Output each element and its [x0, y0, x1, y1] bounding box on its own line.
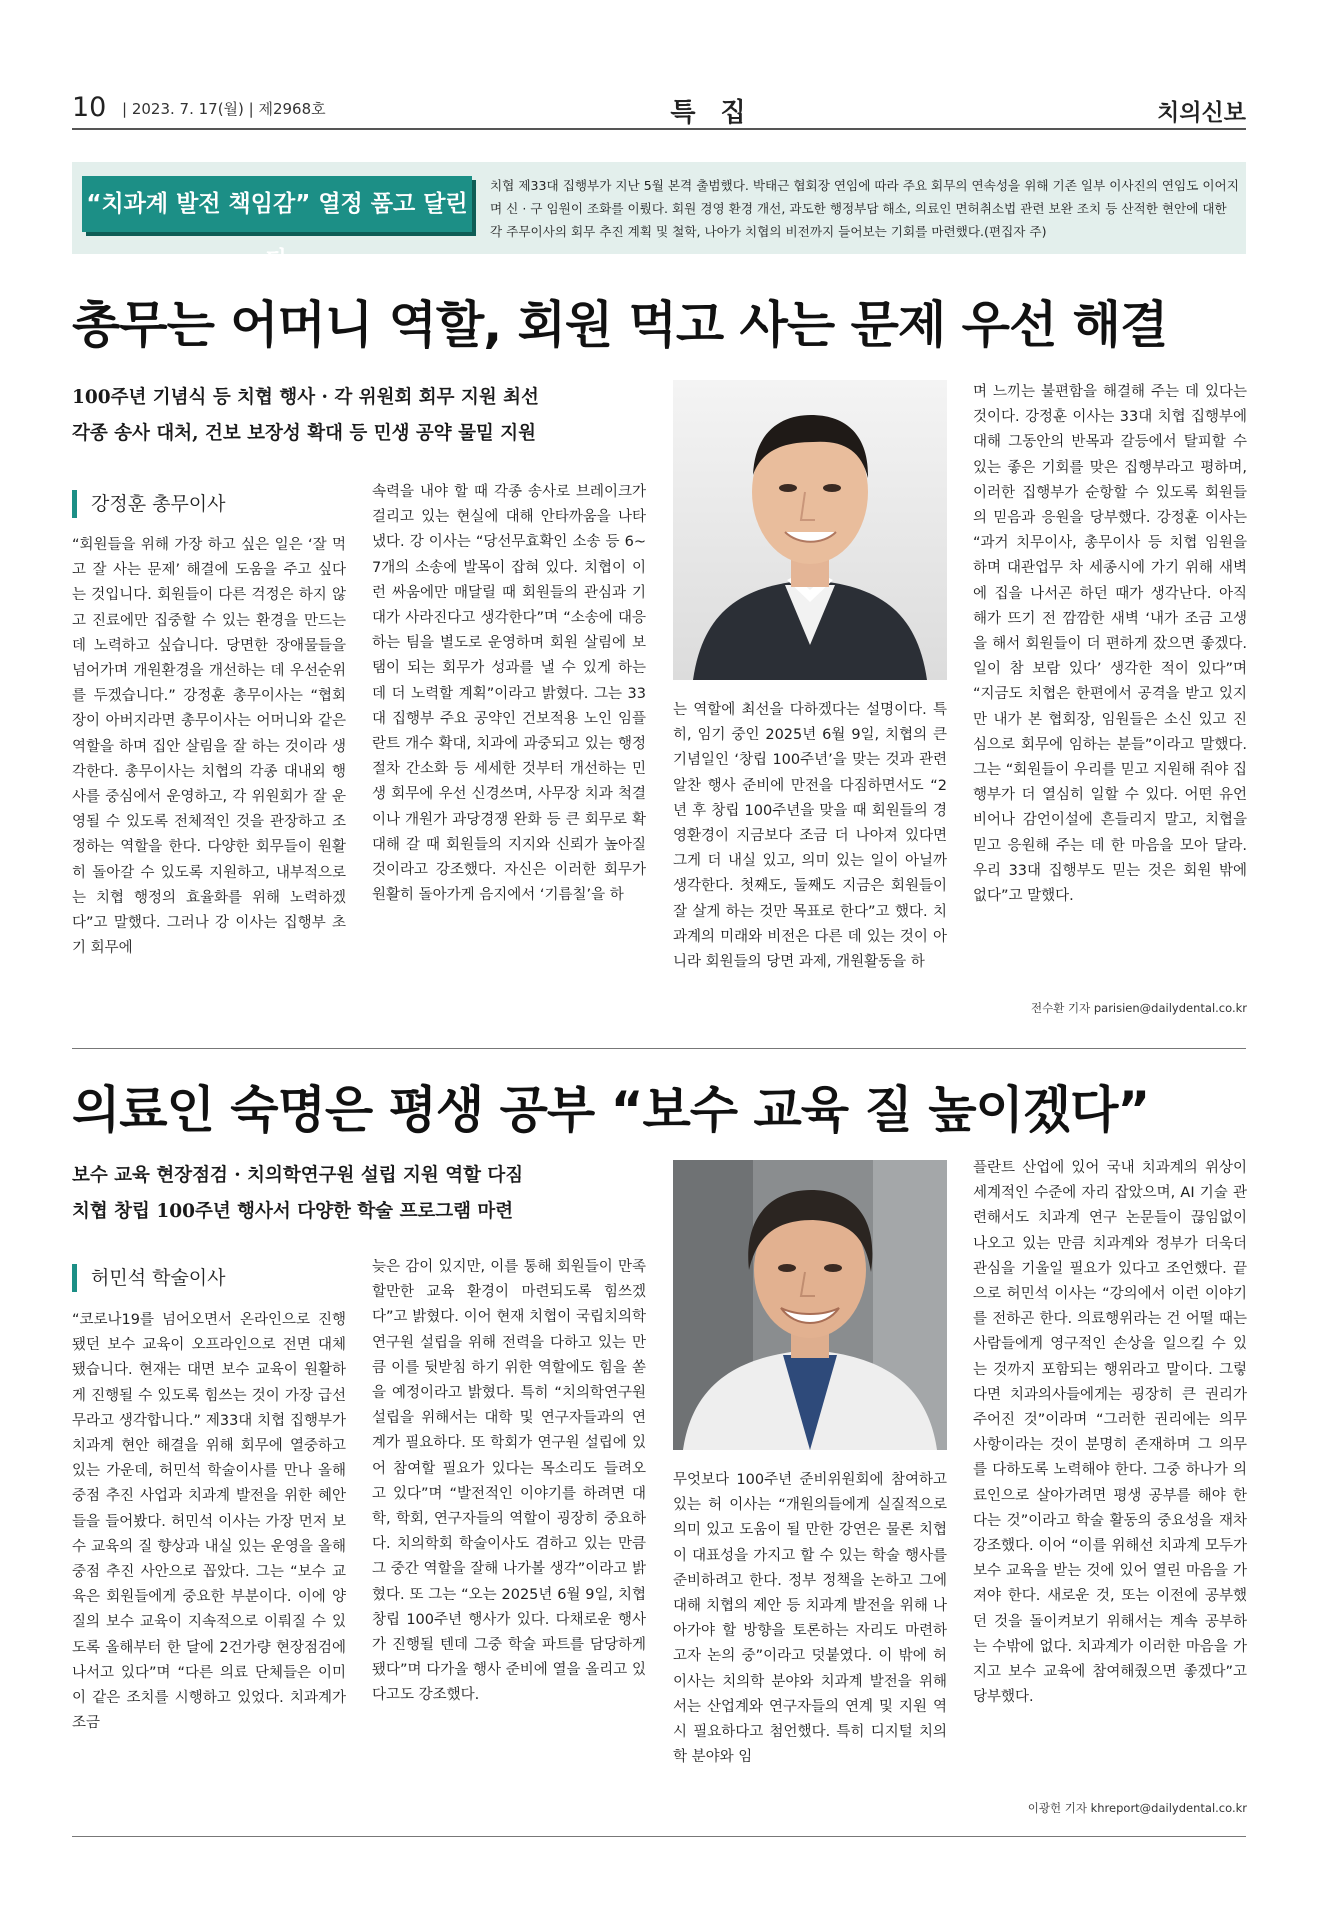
article2-column-2: 늦은 감이 있지만, 이를 통해 회원들이 만족할만한 교육 환경이 마련되도록 힘쓰겠다”고 밝혔다. 이어 현재 치협이 국립치의학연구원 설립을 위해 전력을 다하고 있는 만큼 이를 뒷받침 하기 위한 역할에도 힘을 쏟을 예정이라고 밝혔다. 특히 “치의학연구원 설립을 위해서는 대학 및 연구자들과의 연계가 필요하다. 또 학회가 연구원 설립에 있어 참여할 필요가 있다는 목소리도 들려오고 있다”며 “발전적인 이야기를 하려면 대학, 학회, 연구자들의 역할이 굉장히 중요하다. 치의학회 학술이사도 겸하고 있는 만큼 그 중간 역할을 잘해 나가볼 생각”이라고 밝혔다. 또 그는 “오는 2025년 6월 9일, 치협 창립 100주년 행사가 있다. 다채로운 행사가 진행될 텐데 그중 학술 파트를 담당하게 됐다”며 다가올 행사 준비에 열을 올리고 있다고도 강조했다. — [372, 1259, 646, 1704]
article1-subhead-1: 100주년 기념식 등 치협 행사 · 각 위원회 회무 지원 최선 — [72, 387, 539, 408]
article2-headline: 의료인 숙명은 평생 공부 “보수 교육 질 높이겠다” — [72, 1081, 1150, 1139]
article1-column-3: 는 역할에 최선을 다하겠다는 설명이다. 특히, 임기 중인 2025년 6월 9일, 치협의 큰 기념일인 ‘창립 100주년’을 맞는 것과 관련 알찬 행사 준비에 만전을 다짐하면서도 “2년 후 창립 100주년을 맞을 때 회원들의 경영환경이 지금보다 조금 더 나아져 있다면 그게 더 내실 있고, 의미 있는 일이 아닐까 생각한다. 첫째도, 둘째도 지금은 회원들이 잘 살게 하는 것만 목표로 한다”고 했다. 치과계의 미래와 비전은 다른 데 있는 것이 아니라 회원들의 당면 과제, 개원활동을 하 — [673, 702, 947, 971]
portrait-man-suit-icon — [673, 380, 947, 680]
issue-date: | 2023. 7. 17(월) | 제2968호 — [122, 100, 326, 118]
article1-portrait-photo — [673, 380, 947, 680]
article1-byname: 강정훈 총무이사 — [72, 490, 352, 518]
intro-text: 치협 제33대 집행부가 지난 5월 본격 출범했다. 박태근 협회장 연임에 따라 주요 회무의 연속성을 위해 기존 일부 이사진의 연임도 이어지며 신 · 구 임원이 조화를 이뤘다. 회원 경영 환경 개선, 과도한 행정부담 해소, 의료인 면허취소법 관련 보완 조치 등 산적한 현안에 대한 각 주무이사의 회무 추진 계획 및 철학, 나아가 치협의 비전까지 들어보는 기회를 마련했다.(편집자 주) — [490, 178, 1239, 239]
article1-column-2: 속력을 내야 할 때 각종 송사로 브레이크가 걸리고 있는 현실에 대해 안타까움을 나타냈다. 강 이사는 “당선무효확인 소송 등 6~7개의 소송에 발목이 잡혀 있다. 치협이 이런 싸움에만 매달릴 때 회원들의 관심과 기대가 사라진다고 생각한다”며 “소송에 대응하는 팀을 별도로 운영하며 회원 살림에 보탬이 되는 회무가 성과를 낼 수 있게 하는 데 더 노력할 계획”이라고 밝혔다. 그는 33대 집행부 주요 공약인 건보적용 노인 임플란트 개수 확대, 치과에 과중되고 있는 행정절차 간소화 등 세세한 것부터 개선하는 민생 회무에 우선 신경쓰며, 사무장 치과 척결이나 개원가 과당경쟁 완화 등 큰 회무로 확대해 갈 때 회원들의 지지와 신뢰가 높아질 것이라고 강조했다. 자신은 이러한 회무가 원활히 돌아가게 음지에서 ‘기름칠’을 하 — [372, 484, 646, 904]
portrait-man-labcoat-icon — [673, 1160, 947, 1450]
article2-credit: 이광헌 기자 khreport@dailydental.co.kr — [1027, 1801, 1247, 1815]
article-divider — [72, 1048, 1246, 1049]
page-header — [72, 92, 1246, 126]
section-title: 특 집 — [670, 98, 754, 128]
article2-portrait-photo — [673, 1160, 947, 1450]
article2-column-1: “코로나19를 넘어오면서 온라인으로 진행됐던 보수 교육이 오프라인으로 전면 대체됐습니다. 현재는 대면 보수 교육이 원활하게 진행될 수 있도록 힘쓰는 것이 가장 급선무라고 생각합니다.” 제33대 치협 집행부가 치과계 현안 해결을 위해 회무에 열중하고 있는 가운데, 허민석 학술이사를 만나 올해 중점 추진 사업과 치과계 발전을 위한 혜안들을 들어봤다. 허민석 이사는 가장 먼저 보수 교육의 질 향상과 내실 있는 운영을 올해 중점 추진 사안으로 꼽았다. 그는 “보수 교육은 회원들에게 중요한 부분이다. 이에 양질의 보수 교육이 지속적으로 이뤄질 수 있도록 올해부터 한 달에 2건가량 현장점검에 나서고 있다”며 “다른 의료 단체들은 이미 이 같은 조치를 시행하고 있었다. 치과계가 조금 — [72, 1312, 346, 1732]
article2-byname: 허민석 학술이사 — [72, 1264, 352, 1292]
page-bottom-rule — [72, 1836, 1246, 1837]
article1-subhead-2: 각종 송사 대처, 건보 보장성 확대 등 민생 공약 물밑 지원 — [72, 423, 537, 444]
header-rule — [72, 128, 1246, 130]
article2-column-3: 무엇보다 100주년 준비위원회에 참여하고 있는 허 이사는 “개원의들에게 실질적으로 의미 있고 도움이 될 만한 강연은 물론 치협이 대표성을 가지고 할 수 있는 학술 행사를 준비하려고 한다. 정부 정책을 논하고 그에 대해 치협의 제안 등 치과계 발전을 위해 나아가야 할 방향을 토론하는 자리도 마련하고자 논의 중”이라고 덧붙였다. 이 밖에 허 이사는 치의학 분야와 치과계 발전을 위해서는 산업계와 연구자들의 연계 및 지원 역시 필요하다고 첨언했다. 특히 디지털 치의학 분야와 임 — [673, 1472, 947, 1766]
intro-band — [72, 162, 1246, 273]
article1-headline: 총무는 어머니 역할, 회원 먹고 사는 문제 우선 해결 — [72, 296, 1168, 354]
publication-name: 치의신보 — [1157, 100, 1246, 126]
article1-column-4: 며 느끼는 불편함을 해결해 주는 데 있다는 것이다. 강정훈 이사는 33대 치협 집행부에 대해 그동안의 반목과 갈등에서 탈피할 수 있는 좋은 기회를 맞은 집행부라고 평하며, 이러한 집행부가 순항할 수 있도록 회원들의 믿음과 응원을 당부했다. 강정훈 이사는 “과거 치무이사, 총무이사 등 치협 임원을 하며 대관업무 차 세종시에 가기 위해 새벽에 집을 나서곤 하던 때가 생각난다. 아직 해가 뜨기 전 깜깜한 새벽 ‘내가 조금 고생을 해서 회원들이 더 편하게 잤으면 좋겠다. 일이 참 보람 있다’ 생각한 적이 있다”며 “지금도 치협은 한편에서 공격을 받고 있지만 내가 본 협회장, 임원들은 소신 있고 진심으로 회무에 임하는 분들”이라고 말했다. 그는 “회원들이 우리를 믿고 지원해 줘야 집행부가 더 열심히 일할 수 있다. 어떤 유언비어나 감언이설에 흔들리지 말고, 치협을 믿고 응원해 주는 데 한 마음을 모아 달라. 우리 33대 집행부도 믿는 것은 회원 밖에 없다”고 말했다. — [973, 384, 1247, 905]
article1-credit: 전수환 기자 parisien@dailydental.co.kr — [1031, 1001, 1247, 1015]
article2-column-4: 플란트 산업에 있어 국내 치과계의 위상이 세계적인 수준에 자리 잡았으며, AI 기술 관련해서도 치과계 연구 논문들이 끊임없이 나오고 있는 만큼 치과계와 정부가 더욱더 관심을 기울일 필요가 있다고 조언했다. 끝으로 허민석 이사는 “강의에서 이런 이야기를 전하곤 한다. 의료행위라는 건 어떨 때는 사람들에게 영구적인 손상을 일으킬 수 있는 것까지 포함되는 행위라고 말이다. 그렇다면 치과의사들에게는 굉장히 큰 권리가 주어진 것”이라며 “그러한 권리에는 의무 사항이라는 것이 분명히 존재하며 그 의무를 다하도록 노력해야 한다. 그중 하나가 의료인으로 살아가려면 평생 공부를 해야 한다는 것”이라고 학술 활동의 중요성을 재차 강조했다. 이어 “이를 위해선 치과계 모두가 보수 교육을 받는 것에 있어 열린 마음을 가져야 한다. 새로운 것, 또는 이전에 공부했던 것을 돌이켜보기 위해서는 계속 공부하는 수밖에 없다. 치과계가 이러한 마음을 가지고 보수 교육에 참여해줬으면 좋겠다”고 당부했다. — [973, 1160, 1247, 1706]
article2-subhead-2: 치협 창립 100주년 행사서 다양한 학술 프로그램 마련 — [72, 1201, 514, 1222]
article1-column-1: “회원들을 위해 가장 하고 싶은 일은 ‘잘 먹고 잘 사는 문제’ 해결에 도움을 주고 싶다는 것입니다. 회원들이 다른 걱정은 하지 않고 진료에만 집중할 수 있는 환경을 만드는 데 노력하고 싶습니다. 당면한 장애물들을 넘어가며 개원환경을 개선하는 데 우선순위를 두겠습니다.” 강정훈 총무이사는 “협회장이 아버지라면 총무이사는 어머니와 같은 역할을 하며 집안 살림을 잘 하는 것이라 생각한다. 총무이사는 치협의 각종 대내외 행사를 중심에서 운영하고, 각 위원회가 잘 운영될 수 있도록 전체적인 것을 관장하고 조정하는 역할을 한다. 다양한 회무들이 원활히 돌아갈 수 있도록 지원하고, 내부적으로는 치협 행정의 효율화를 위해 노력하겠다”고 말했다. 그러나 강 이사는 집행부 초기 회무에 — [72, 537, 346, 957]
article2-subhead-1: 보수 교육 현장점검 · 치의학연구원 설립 지원 역할 다짐 — [72, 1165, 524, 1186]
series-tag: “치과계 발전 책임감” 열정 품고 달린다 — [82, 176, 472, 232]
page-number: 10 — [72, 92, 107, 123]
